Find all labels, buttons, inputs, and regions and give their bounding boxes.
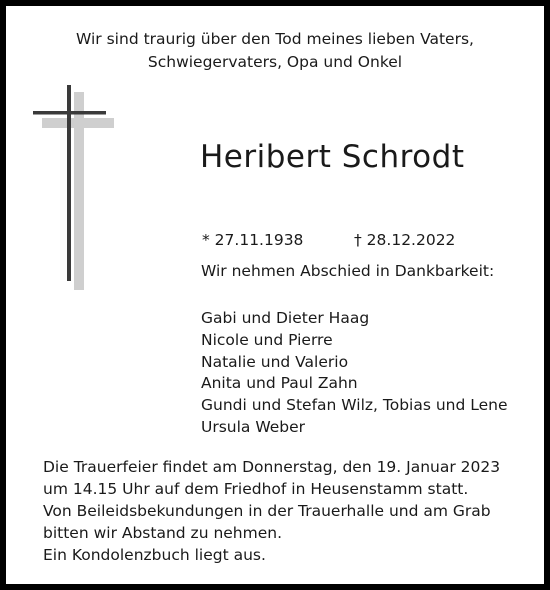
- mourner-name: Natalie und Valerio: [201, 352, 349, 371]
- notice-line: Ein Kondolenzbuch liegt aus.: [43, 546, 266, 564]
- mourner-name: Nicole und Pierre: [201, 330, 333, 349]
- mourner-name: Gabi und Dieter Haag: [201, 309, 370, 327]
- intro-line-1: Wir sind traurig über den Tod meines lieben Vaters,: [76, 30, 474, 48]
- intro-text: [20, 28, 530, 74]
- notice-line: bitten wir Abstand zu nehmen.: [43, 524, 283, 542]
- mourners-list: [201, 308, 508, 439]
- cross-icon: [30, 80, 120, 295]
- intro-line-2: Schwiegervaters, Opa und Onkel: [147, 53, 403, 71]
- notice-line: Von Beileidsbekundungen in der Trauerhalle und am Grab: [43, 502, 491, 520]
- death-date: † 28.12.2022: [354, 231, 456, 249]
- notice-line: um 14.15 Uhr auf dem Friedhof in Heusenstamm statt.: [43, 480, 469, 498]
- mourner-name: Gundi und Stefan Wilz, Tobias und Lene: [201, 396, 508, 415]
- deceased-name: Heribert Schrodt: [200, 139, 465, 175]
- mourner-name: Ursula Weber: [201, 417, 306, 436]
- farewell-text: Wir nehmen Abschied in Dankbarkeit:: [201, 262, 495, 280]
- life-dates: [202, 231, 456, 249]
- birth-date: * 27.11.1938: [202, 231, 304, 249]
- funeral-notice: [43, 456, 500, 566]
- notice-line: Die Trauerfeier findet am Donnerstag, den 19. Januar 2023: [43, 458, 501, 476]
- mourner-name: Anita und Paul Zahn: [201, 374, 358, 393]
